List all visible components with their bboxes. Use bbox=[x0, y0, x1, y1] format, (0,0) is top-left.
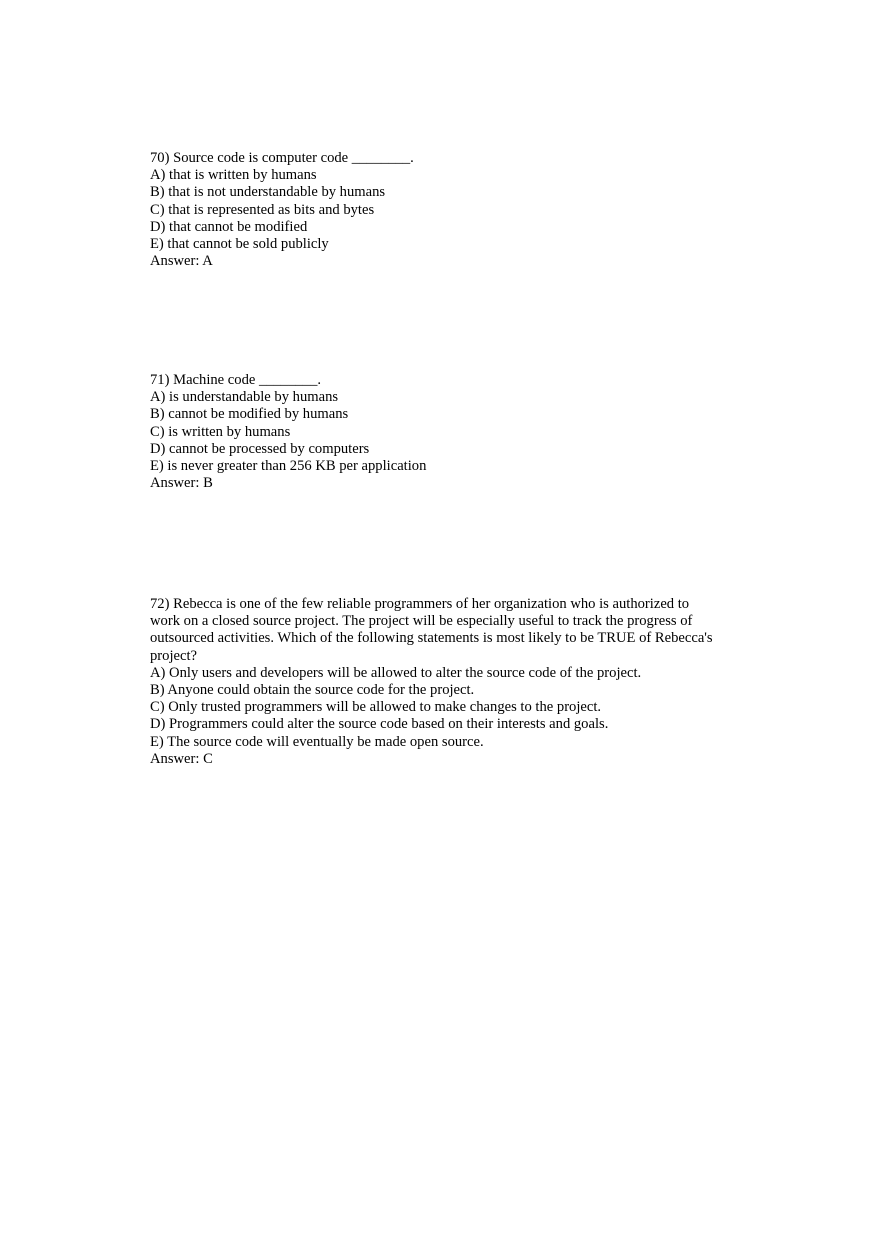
option-c: C) Only trusted programmers will be allowed to make changes to the project. bbox=[150, 699, 602, 716]
question-71 bbox=[150, 372, 750, 492]
option-b: B) that is not understandable by humans bbox=[150, 184, 386, 201]
option-b: B) Anyone could obtain the source code for the project. bbox=[150, 682, 475, 699]
answer-line: Answer: A bbox=[150, 253, 213, 270]
option-d: D) cannot be processed by computers bbox=[150, 440, 370, 457]
stem-line: work on a closed source project. The project will be especially useful to track the progress of bbox=[150, 613, 693, 630]
option-d: D) that cannot be modified bbox=[150, 218, 308, 235]
option-a: A) Only users and developers will be allowed to alter the source code of the project. bbox=[150, 664, 642, 681]
option-e: E) The source code will eventually be made open source. bbox=[150, 733, 484, 750]
question-stem bbox=[150, 596, 735, 665]
option-e: E) is never greater than 256 KB per application bbox=[150, 458, 427, 475]
option-a: A) is understandable by humans bbox=[150, 389, 339, 406]
question-70 bbox=[150, 150, 750, 270]
question-stem: 71) Machine code ________. bbox=[150, 372, 322, 388]
option-b: B) cannot be modified by humans bbox=[150, 406, 349, 423]
stem-line: project? bbox=[150, 647, 197, 664]
option-c: C) that is represented as bits and bytes bbox=[150, 201, 375, 218]
question-72 bbox=[150, 596, 735, 768]
answer-line: Answer: C bbox=[150, 750, 213, 767]
answer-line: Answer: B bbox=[150, 475, 213, 492]
option-e: E) that cannot be sold publicly bbox=[150, 236, 329, 253]
option-c: C) is written by humans bbox=[150, 423, 291, 440]
question-stem: 70) Source code is computer code ________. bbox=[150, 150, 414, 166]
stem-line: outsourced activities. Which of the following statements is most likely to be TRUE of Rebecca's bbox=[150, 630, 713, 647]
option-d: D) Programmers could alter the source code based on their interests and goals. bbox=[150, 716, 609, 733]
stem-line: 72) Rebecca is one of the few reliable programmers of her organization who is authorized to bbox=[150, 596, 690, 612]
option-a: A) that is written by humans bbox=[150, 167, 317, 184]
